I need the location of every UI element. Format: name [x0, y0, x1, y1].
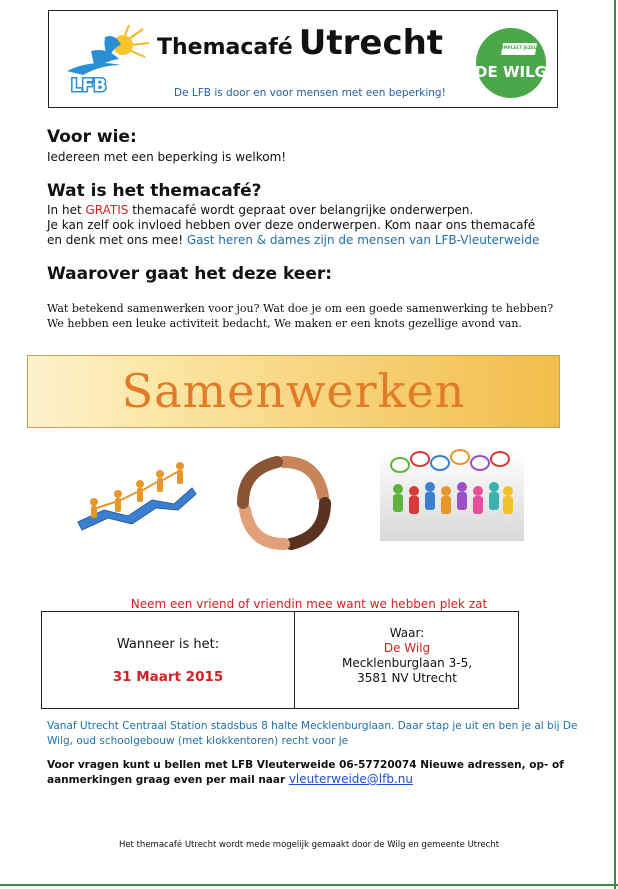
wat-is-line1-post: themacafé wordt gepraat over belangrijke onderwerpen. [128, 203, 474, 217]
wilg-logo-subtext: COMPLEET JEZELF! [496, 45, 542, 50]
title-small: Themacafé [157, 35, 293, 60]
where-label: Waar: [389, 626, 425, 640]
voor-wie-text: Iedereen met een beperking is welkom! [47, 150, 287, 164]
title-big: Utrecht [298, 23, 444, 63]
puzzle-people-image [74, 458, 198, 538]
guest-highlight: Gast heren & dames zijn de mensen van LFB-Vleuterweide [186, 233, 540, 247]
page-border-bottom [0, 884, 618, 886]
directions-line2: Wilg, oud schoolgebouw (met klokkentoren) recht voor je [47, 735, 349, 747]
speech-bubbles-people-image [380, 449, 524, 541]
invite-text: Neem een vriend of vriendin mee want we hebben plek zat [130, 597, 488, 611]
wat-is-line2: Je kan zelf ook invloed hebben over deze onderwerpen. Kom naar ons themacafé [47, 218, 536, 232]
wat-is-line3-pre: en denk met ons mee! [47, 233, 187, 247]
contact-line1: Voor vragen kunt u bellen met LFB Vleuterweide 06-57720074 Nieuwe adressen, op- of [47, 759, 564, 771]
info-table [41, 611, 519, 709]
directions-text [47, 719, 577, 749]
when-label: Wanneer is het: [116, 637, 220, 652]
gratis-highlight: GRATIS [85, 203, 129, 217]
header-box [48, 10, 558, 108]
wat-is-line1 [47, 203, 473, 218]
directions-line1: Vanaf Utrecht Centraal Station stadsbus 8 halte Mecklenburglaan. Daar stap je uit en ben je al bij De [47, 720, 578, 732]
where-cell [295, 626, 519, 686]
waarover-heading: Waarover gaat het deze keer: [47, 264, 333, 284]
event-date: 31 Maart 2015 [112, 669, 224, 685]
page-title [157, 23, 443, 63]
lfb-logo-text: LFB [71, 76, 107, 95]
wilg-logo-text: DE WILG [475, 63, 547, 81]
hands-circle-image [237, 456, 331, 550]
wat-is-heading: Wat is het themacafé? [47, 181, 262, 201]
footer-text: Het themacafé Utrecht wordt mede mogelijk gemaakt door de Wilg en gemeente Utrecht [118, 840, 500, 850]
contact-line2 [47, 772, 564, 787]
contact-text [47, 758, 564, 787]
page-border [614, 0, 616, 889]
samenwerken-banner [27, 355, 560, 428]
voor-wie-heading: Voor wie: [47, 127, 137, 147]
banner-text: Samenwerken [121, 364, 466, 418]
de-wilg-logo [475, 27, 547, 99]
header-tagline: De LFB is door en voor mensen met een beperking! [174, 87, 446, 99]
lfb-logo [61, 25, 151, 95]
wat-is-line1-pre: In het [47, 203, 86, 217]
venue-city: 3581 NV Utrecht [357, 671, 457, 685]
contact-line2-pre: aanmerkingen graag even per mail naar [47, 774, 289, 786]
waarover-line1: Wat betekend samenwerken voor jou? Wat doe je om een goede samenwerking te hebben? [47, 302, 554, 315]
waarover-line2: We hebben een leuke activiteit bedacht, We maken er een knots gezellige avond van. [47, 317, 522, 330]
wat-is-line3 [47, 233, 539, 248]
venue-street: Mecklenburglaan 3-5, [341, 656, 473, 670]
email-link[interactable]: vleuterweide@lfb.nu [288, 772, 413, 786]
venue-name: De Wilg [383, 641, 431, 655]
